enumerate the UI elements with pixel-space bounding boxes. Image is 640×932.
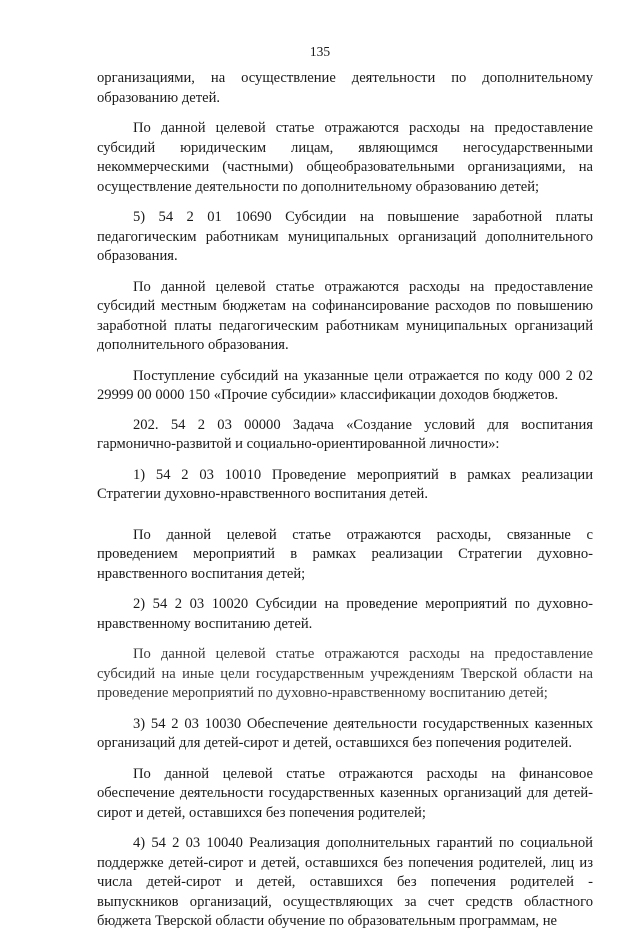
paragraph-item-1: 1) 54 2 03 10010 Проведение мероприятий в рамках реализации Стратегии духовно-нравственного воспитания детей. xyxy=(97,466,593,502)
document-body xyxy=(97,69,593,932)
paragraph-continuation: организациями, на осуществление деятельности по дополнительному образованию детей. xyxy=(97,70,593,106)
page-number: 135 xyxy=(309,44,331,59)
paragraph-description: По данной целевой статье отражаются расходы на предоставление субсидий местным бюджетам на софинансирование расходов по повышению заработной платы педагогическим работникам муниципальных организаций дополнительного образования. xyxy=(97,278,593,353)
paragraph-description: По данной целевой статье отражаются расходы, связанные с проведением мероприятий в рамках реализации Стратегии духовно-нравственного воспитания детей; xyxy=(97,526,593,582)
paragraph-description: По данной целевой статье отражаются расходы на предоставление субсидий юридическим лицам, являющимся негосударственными некоммерческими (частными) общеобразовательными организациями, на осуществление деятельности по дополнительному образованию детей; xyxy=(97,120,593,195)
paragraph-item-2: 2) 54 2 03 10020 Субсидии на проведение мероприятий по духовно-нравственному воспитанию детей. xyxy=(97,596,593,632)
paragraph-description: По данной целевой статье отражаются расходы на финансовое обеспечение деятельности государственных казенных организаций для детей-сирот и детей, оставшихся без попечения родителей; xyxy=(97,765,593,821)
paragraph-item-3: 3) 54 2 03 10030 Обеспечение деятельности государственных казенных организаций для детей-сирот и детей, оставшихся без попечения родителей. xyxy=(97,715,593,751)
paragraph-revenue-note: Поступление субсидий на указанные цели отражается по коду 000 2 02 29999 00 0000 150 «Прочие субсидии» классификации доходов бюджетов. xyxy=(97,367,593,403)
paragraph-task-202: 202. 54 2 03 00000 Задача «Создание условий для воспитания гармонично-развитой и социально-ориентированной личности»: xyxy=(97,416,593,452)
paragraph-item-4: 4) 54 2 03 10040 Реализация дополнительных гарантий по социальной поддержке детей-сирот и детей, оставшихся без попечения родителей, лиц из числа детей-сирот и детей, оставшихся без попечения родителей - выпускников организаций, осуществляющих за счет средств областного бюджета Тверской области обучение по образовательным программам, не xyxy=(97,835,593,929)
paragraph-description: По данной целевой статье отражаются расходы на предоставление субсидий на иные цели государственным учреждениям Тверской области на проведение мероприятий по духовно-нравственному воспитанию детей; xyxy=(97,646,593,701)
paragraph-item-5: 5) 54 2 01 10690 Субсидии на повышение заработной платы педагогическим работникам муниципальных организаций дополнительного образования. xyxy=(97,209,593,264)
